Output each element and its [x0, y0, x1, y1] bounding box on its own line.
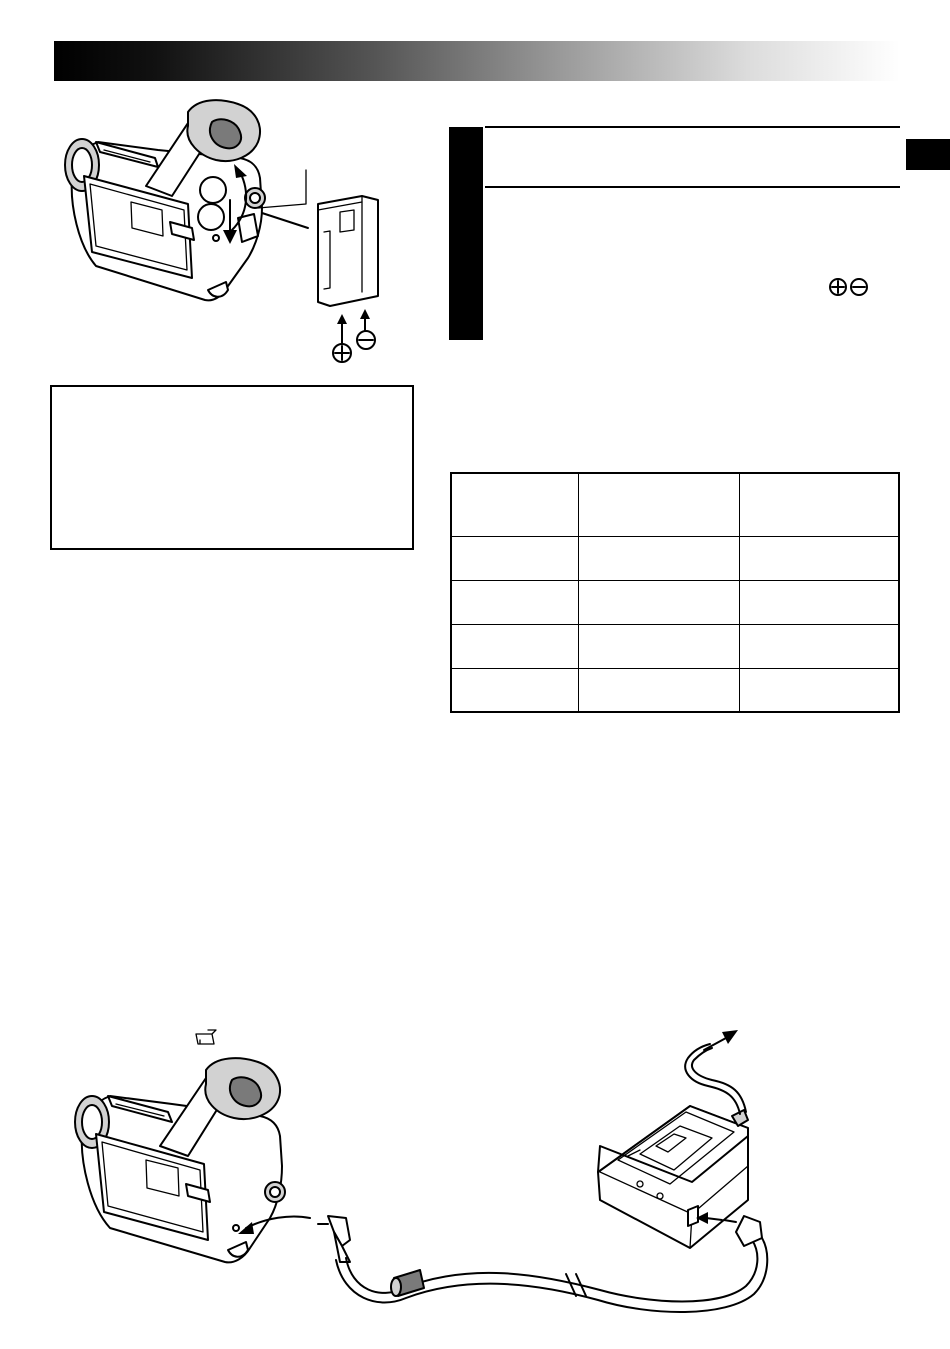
power-cord-icon: [685, 1030, 746, 1114]
ac-adapter-charger-icon: [598, 1106, 748, 1248]
pointing-hand-icon: [196, 1030, 216, 1044]
ferrite-core-icon: [391, 1270, 424, 1296]
camcorder-icon: [75, 1058, 310, 1262]
